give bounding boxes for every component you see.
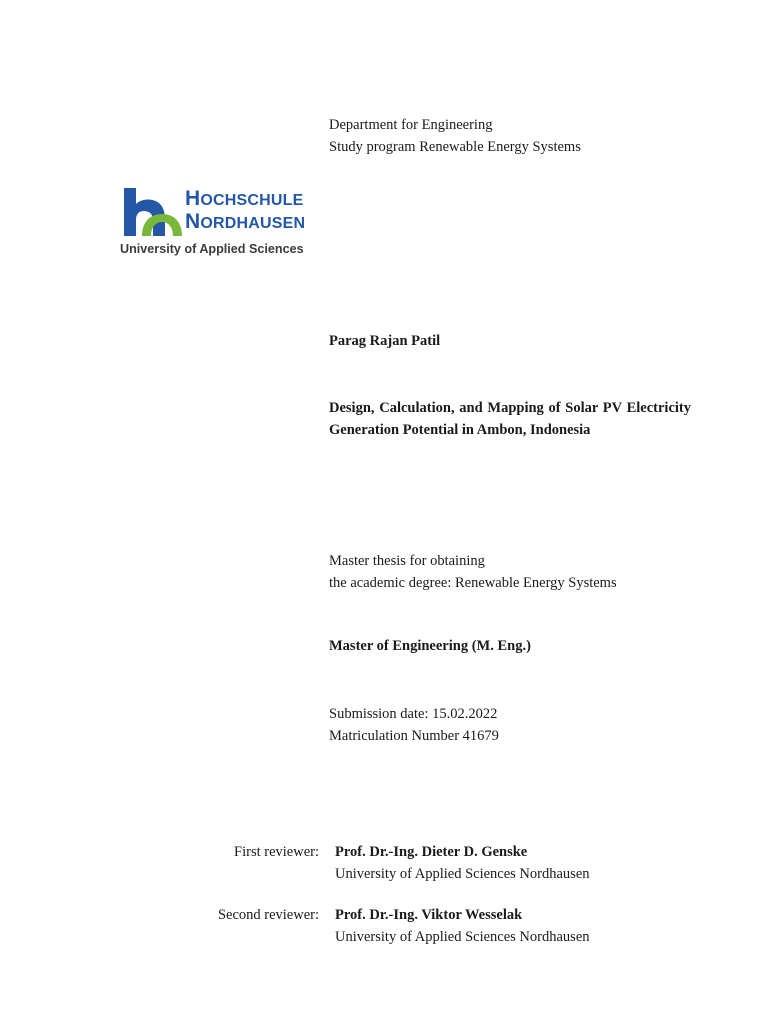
study-program: Study program Renewable Energy Systems — [329, 139, 581, 155]
degree-title: Master of Engineering (M. Eng.) — [329, 638, 531, 654]
department-block — [329, 114, 581, 158]
matriculation-number: Matriculation Number 41679 — [329, 728, 499, 744]
logo-subtitle: University of Applied Sciences — [120, 242, 304, 256]
hn-logo-mark-icon — [120, 186, 184, 238]
reviewer-role: Second reviewer: — [217, 907, 319, 923]
university-logo — [120, 186, 330, 262]
department-name: Department for Engineering — [329, 117, 493, 133]
logo-word-hochschule: HOCHSCHULE — [185, 187, 304, 210]
thesis-title: Design, Calculation, and Mapping of Solar PV Electricity Generation Potential in Ambon, Indonesia — [329, 400, 691, 438]
submission-block — [329, 703, 499, 747]
author-name: Parag Rajan Patil — [329, 333, 441, 349]
purpose-line-1: Master thesis for obtaining — [329, 553, 485, 569]
thesis-purpose — [329, 550, 617, 594]
submission-date: Submission date: 15.02.2022 — [329, 706, 498, 722]
reviewer-affiliation: University of Applied Sciences Nordhausen — [335, 929, 590, 945]
reviewer-role: First reviewer: — [234, 844, 319, 860]
reviewer-name: Prof. Dr.-Ing. Viktor Wesselak — [335, 907, 523, 923]
reviewer-affiliation: University of Applied Sciences Nordhausen — [335, 866, 590, 882]
logo-word-nordhausen: NORDHAUSEN — [185, 210, 306, 233]
reviewer-name: Prof. Dr.-Ing. Dieter D. Genske — [335, 844, 528, 860]
purpose-line-2: the academic degree: Renewable Energy Systems — [329, 575, 617, 591]
